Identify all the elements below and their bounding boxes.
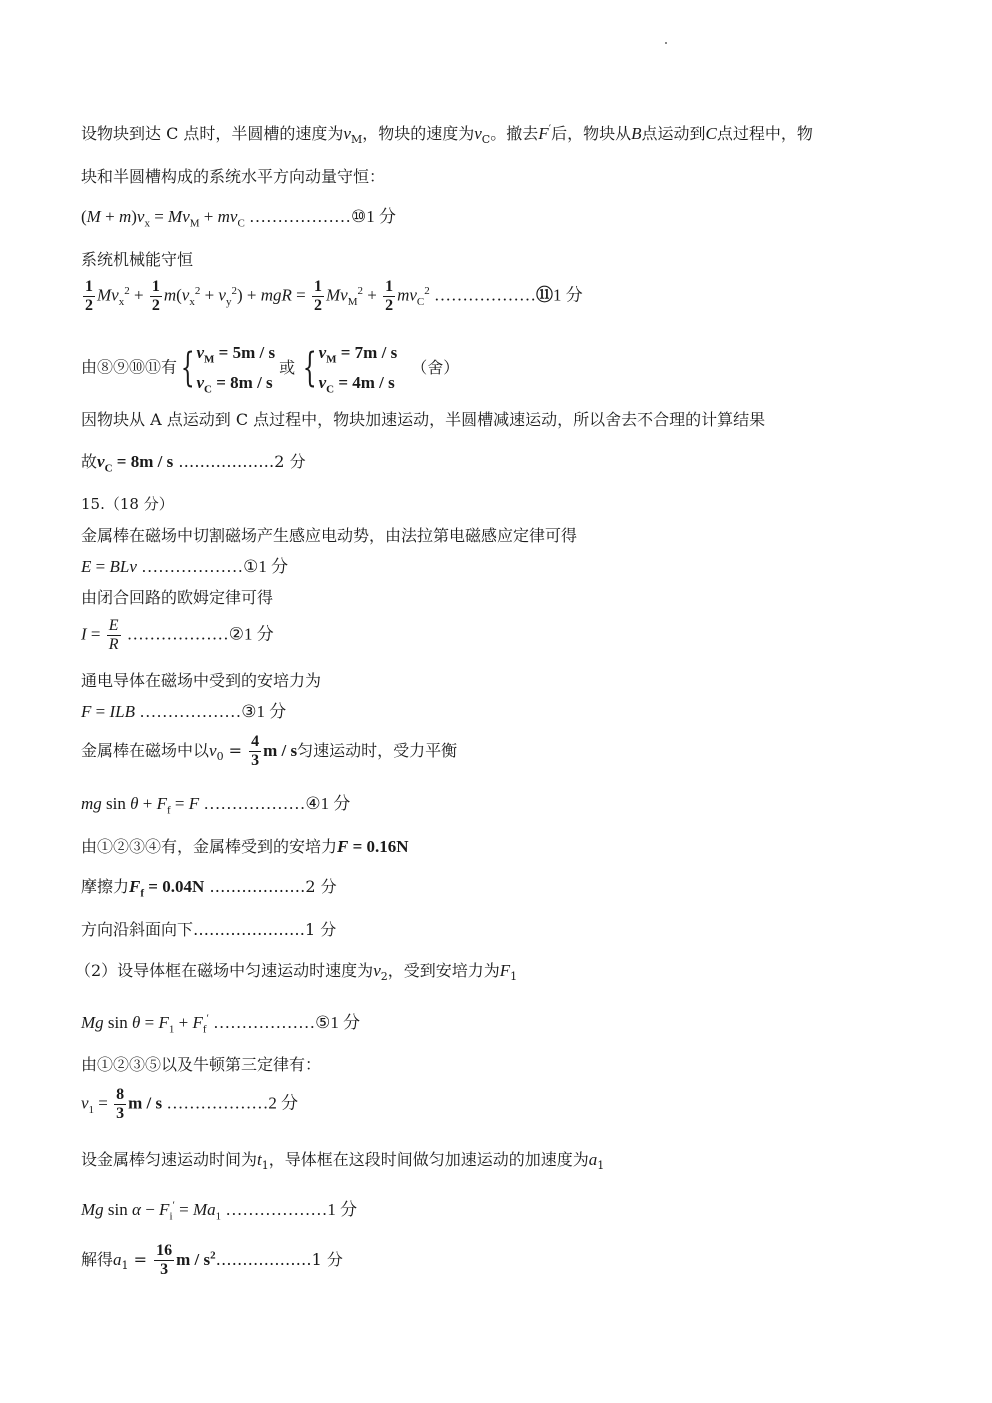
text: ，物块的速度为 xyxy=(362,124,475,143)
leader-dots: ……………… xyxy=(249,207,352,226)
score-mark: ①1 分 xyxy=(243,557,289,576)
text: 由①②③④有，金属棒受到的安培力 xyxy=(81,837,338,856)
balance-equation: mg $\sin \theta + F_f = F$ ………………④1 分 xyxy=(81,794,351,817)
text: ，受到安培力为 xyxy=(387,961,500,980)
a1-result: 解得$a_1$ = $\frac{16}{3}$ m / $s^2\dots\dots\dots\dots\dots\dots 1$ 分 xyxy=(81,1242,343,1278)
text: 设金属棒匀速运动时间为 xyxy=(81,1150,258,1169)
value: = 4m / s xyxy=(338,373,395,392)
leader-dots: ……………… xyxy=(215,1250,312,1269)
score-mark: 2 分 xyxy=(268,1093,299,1113)
score-mark: 1 分 xyxy=(327,1200,358,1219)
fraction-numerator: 8 xyxy=(116,1086,125,1103)
fraction-denominator: 3 xyxy=(116,1105,125,1122)
text: 。撤去 xyxy=(490,124,539,143)
intro-line: 设物块到达 C 点时，半圆槽的速度为$v_M$，物块的速度为$v_C$。撤去F′后，物块从B点运动到C点过程中，物 xyxy=(81,122,813,147)
leader-dots: ……………… xyxy=(433,285,536,305)
energy-equation: $\frac{1}{2}$ $Mv_x^2$ + $\frac{1}{2}$ $m(v_x^2 + v_y^2)$ + mgR = $\frac{1}{2}$ $Mv_M^2$ + $\frac{1}{2}$ $mv_C^2$ ………………⑪1 分 xyxy=(85,278,583,314)
leader-dots: ……………… xyxy=(139,702,242,721)
leader-dots: ……………… xyxy=(213,1013,316,1032)
text: 摩擦力 xyxy=(81,877,130,896)
emf-text: 金属棒在磁场中切割磁场产生感应电动势，由法拉第电磁感应定律可得 xyxy=(81,526,578,545)
circled-11: ⑪ xyxy=(535,285,553,305)
text: 后，物块从 xyxy=(551,124,632,143)
text: （2）设导体框在磁场中匀速运动时速度为 xyxy=(75,961,374,980)
text: 点过程中，物 xyxy=(716,124,813,143)
leader-dots: ………………… xyxy=(193,920,306,939)
unit: m / s xyxy=(128,1093,163,1113)
leader-dots: ……………… xyxy=(209,877,306,896)
value: = 8m / s xyxy=(216,373,273,392)
value: = 0.04N xyxy=(148,877,205,896)
fraction-denominator: 3 xyxy=(160,1261,169,1278)
text: （舍） xyxy=(411,357,460,377)
text: 由⑧⑨⑩⑪有 xyxy=(81,357,178,377)
score-mark: ④1 分 xyxy=(305,794,351,813)
ohm-text: 由闭合回路的欧姆定律可得 xyxy=(81,588,274,607)
score-mark: 2 分 xyxy=(274,452,306,471)
leader-dots: ……………… xyxy=(178,452,275,471)
score-mark: 2 分 xyxy=(305,877,337,896)
text: 或 xyxy=(279,357,296,377)
ohm-equation: I = $\frac{E}{R}$ ………………②1 分 xyxy=(81,617,274,653)
accel-text: 设金属棒匀速运动时间为$t_1$，导体框在这段时间做匀加速运动的加速度为$a_1$ xyxy=(81,1150,605,1173)
solution-system: 由⑧⑨⑩⑪有{ $v_M = 5m / s$ $v_C = 8m / s$ 或 { $v_M = 7m / s$ $v_C = 4m / s$ （舍） xyxy=(81,343,460,396)
v1-equation: $v_1$ = $\frac{8}{3}$ m / s ………………2 分 xyxy=(81,1086,299,1122)
part2-line: （2）设导体框在磁场中匀速运动时速度为$v_2$，受到安培力为$F_1$ xyxy=(75,961,518,984)
leader-dots: ……………… xyxy=(126,624,229,644)
leader-dots: ……………… xyxy=(166,1093,269,1113)
newton-text: 由①②③⑤以及牛顿第三定律有： xyxy=(81,1055,322,1074)
ampere-text: 通电导体在磁场中受到的安培力为 xyxy=(81,671,322,690)
leader-dots: ……………… xyxy=(141,557,244,576)
force-result: 由①②③④有，金属棒受到的安培力F = 0.16N xyxy=(81,837,409,856)
scan-dot xyxy=(665,42,667,44)
score-mark: 1 分 xyxy=(305,920,337,939)
momentum-equation: $(M + m)v_x = Mv_M + mv_C$ ………………⑩1 分 xyxy=(81,207,397,230)
value: = 0.16N xyxy=(352,837,409,856)
score-mark: ⑩1 分 xyxy=(351,207,397,226)
frame-equation: Mg $\sin \theta = F_1 + F_f'$ ………………⑤1 分 xyxy=(81,1012,361,1036)
text: 点运动到 xyxy=(641,124,706,143)
ampere-equation: F = ILB ………………③1 分 xyxy=(81,702,287,721)
direction-line xyxy=(81,919,336,941)
accel-equation: Mg $\sin \alpha - F_i' = Ma_1$ ………………1 分 xyxy=(81,1199,358,1223)
fraction-numerator: 4 xyxy=(251,733,260,750)
text: 金属棒在磁场中以 xyxy=(81,741,210,760)
leader-dots: ……………… xyxy=(203,794,306,813)
reason-text: 因物块从 A 点运动到 C 点过程中，物块加速运动，半圆槽减速运动，所以舍去不合理的计算结果 xyxy=(81,410,766,429)
question-15: 15.（18 分） xyxy=(81,495,174,513)
friction-result: 摩擦力$F_f = 0.04N$ ………………2 分 xyxy=(81,877,337,900)
score-mark: ②1 分 xyxy=(228,624,274,644)
value: = 5m / s xyxy=(218,343,276,362)
momentum-text: 块和半圆槽构成的系统水平方向动量守恒： xyxy=(81,167,386,186)
score-mark: ③1 分 xyxy=(241,702,287,721)
unit: m / s xyxy=(263,741,298,760)
score-mark: ⑤1 分 xyxy=(315,1013,361,1032)
score-mark: 1 分 xyxy=(552,285,583,305)
text: 故 xyxy=(81,452,98,471)
fraction-numerator: 16 xyxy=(156,1242,173,1259)
score-mark: 1 分 xyxy=(311,1250,343,1269)
mech-energy-label: 系统机械能守恒 xyxy=(81,250,194,269)
value: = 8m / s xyxy=(116,452,174,471)
unit: m / s xyxy=(176,1250,211,1269)
leader-dots: ……………… xyxy=(225,1200,328,1219)
text: 匀速运动时，受力平衡 xyxy=(297,741,458,760)
balance-line: 金属棒在磁场中以$v_0$ = $\frac{4}{3}$ m / s匀速运动时，受力平衡 xyxy=(81,733,458,769)
text: 设物块到达 C 点时，半圆槽的速度为 xyxy=(81,124,344,143)
text: ，导体框在这段时间做匀加速运动的加速度为 xyxy=(268,1150,589,1169)
value: = 7m / s xyxy=(340,343,398,362)
final-vc: 故$v_C = 8m / s$ ………………2 分 xyxy=(81,452,306,475)
text: 方向沿斜面向下 xyxy=(81,920,194,939)
text: 解得 xyxy=(81,1250,114,1269)
emf-equation: E = BLv ………………①1 分 xyxy=(81,557,289,576)
fraction-denominator: 3 xyxy=(251,752,260,769)
